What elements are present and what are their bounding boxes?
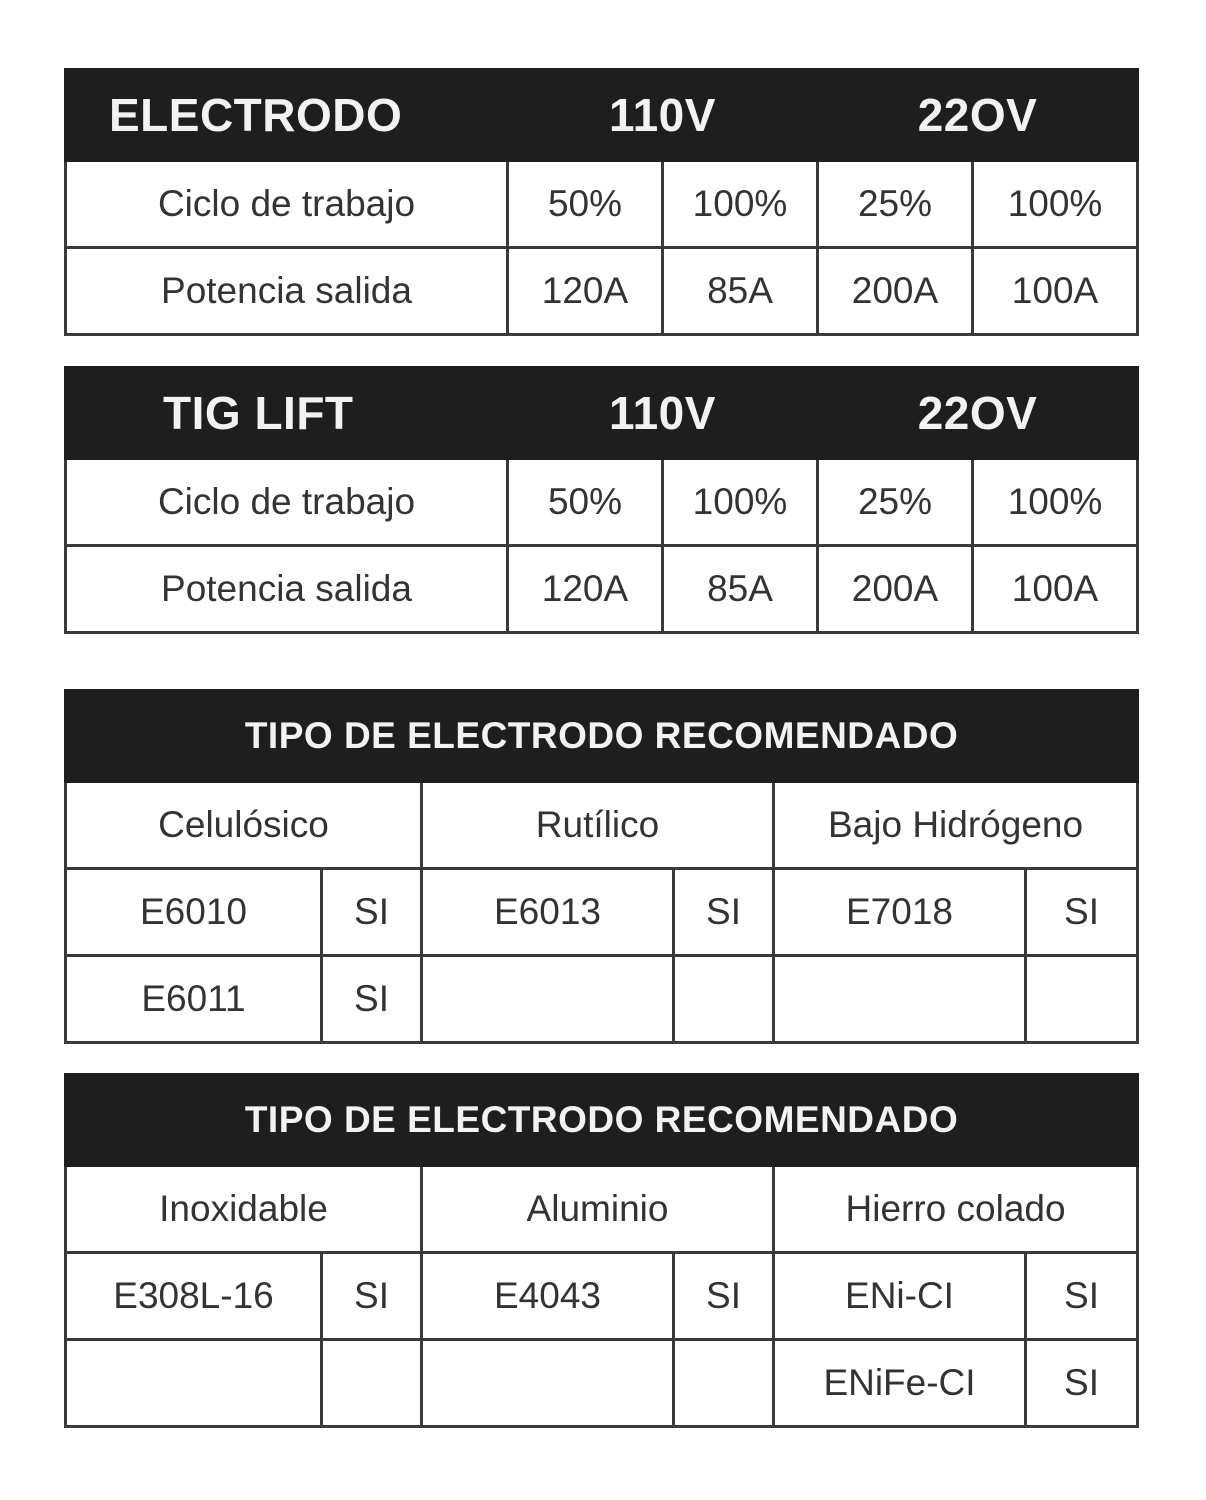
table-cell: 100A (973, 546, 1138, 633)
table-cell: 50% (508, 459, 663, 546)
table-row (66, 161, 1138, 248)
table-row (66, 248, 1138, 335)
table-cell: 100% (663, 161, 818, 248)
group-row (66, 782, 1138, 869)
table-cell: SI (1026, 869, 1138, 956)
table-cell: ENiFe-CI (774, 1340, 1026, 1427)
table-cell: 85A (663, 546, 818, 633)
table-cell (422, 956, 674, 1043)
table-cell (674, 1340, 774, 1427)
group-inoxidable: Inoxidable (66, 1166, 422, 1253)
electrodo-220v-header: 22OV (818, 70, 1138, 161)
electrodo-110v-header: 110V (508, 70, 818, 161)
rec2-header-row (66, 1075, 1138, 1166)
tig-title: TIG LIFT (66, 368, 508, 459)
table-cell: E308L-16 (66, 1253, 322, 1340)
table-cell: E7018 (774, 869, 1026, 956)
row-label: Ciclo de trabajo (66, 161, 508, 248)
table-row (66, 459, 1138, 546)
tig-220v-header: 22OV (818, 368, 1138, 459)
table-cell: 100A (973, 248, 1138, 335)
row-label: Potencia salida (66, 248, 508, 335)
row-label: Potencia salida (66, 546, 508, 633)
table-cell: E6010 (66, 869, 322, 956)
table-cell: SI (322, 1253, 422, 1340)
electrodo-title: ELECTRODO (66, 70, 508, 161)
table-cell: 100% (973, 161, 1138, 248)
table-row (66, 869, 1138, 956)
group-celulosico: Celulósico (66, 782, 422, 869)
electrodo-header-row (66, 70, 1138, 161)
group-bajo-hidrogeno: Bajo Hidrógeno (774, 782, 1138, 869)
electrodo-table (64, 68, 1139, 336)
table-cell: ENi-CI (774, 1253, 1026, 1340)
group-aluminio: Aluminio (422, 1166, 774, 1253)
rec1-title: TIPO DE ELECTRODO RECOMENDADO (66, 691, 1138, 782)
tig-header-row (66, 368, 1138, 459)
table-cell: 25% (818, 459, 973, 546)
recommended-electrode-table-2 (64, 1073, 1139, 1428)
table-cell: 25% (818, 161, 973, 248)
table-cell: 200A (818, 248, 973, 335)
table-cell: 100% (663, 459, 818, 546)
table-cell (674, 956, 774, 1043)
table-cell: SI (322, 956, 422, 1043)
rec1-header-row (66, 691, 1138, 782)
table-cell: 85A (663, 248, 818, 335)
table-row (66, 546, 1138, 633)
table-cell: 200A (818, 546, 973, 633)
table-row (66, 956, 1138, 1043)
table-cell: E6011 (66, 956, 322, 1043)
table-cell: SI (1026, 1340, 1138, 1427)
row-label: Ciclo de trabajo (66, 459, 508, 546)
table-cell (774, 956, 1026, 1043)
tig-lift-table (64, 366, 1139, 634)
rec2-title: TIPO DE ELECTRODO RECOMENDADO (66, 1075, 1138, 1166)
group-hierro-colado: Hierro colado (774, 1166, 1138, 1253)
table-cell: SI (322, 869, 422, 956)
table-cell: 100% (973, 459, 1138, 546)
recommended-electrode-table-1 (64, 689, 1139, 1044)
table-cell: E4043 (422, 1253, 674, 1340)
table-row (66, 1253, 1138, 1340)
table-cell: 120A (508, 546, 663, 633)
table-cell (422, 1340, 674, 1427)
table-cell (322, 1340, 422, 1427)
table-cell (1026, 956, 1138, 1043)
group-row (66, 1166, 1138, 1253)
table-cell: SI (1026, 1253, 1138, 1340)
table-cell (66, 1340, 322, 1427)
table-cell: SI (674, 1253, 774, 1340)
group-rutilico: Rutílico (422, 782, 774, 869)
table-cell: 120A (508, 248, 663, 335)
table-cell: 50% (508, 161, 663, 248)
tig-110v-header: 110V (508, 368, 818, 459)
table-cell: SI (674, 869, 774, 956)
table-cell: E6013 (422, 869, 674, 956)
table-row (66, 1340, 1138, 1427)
